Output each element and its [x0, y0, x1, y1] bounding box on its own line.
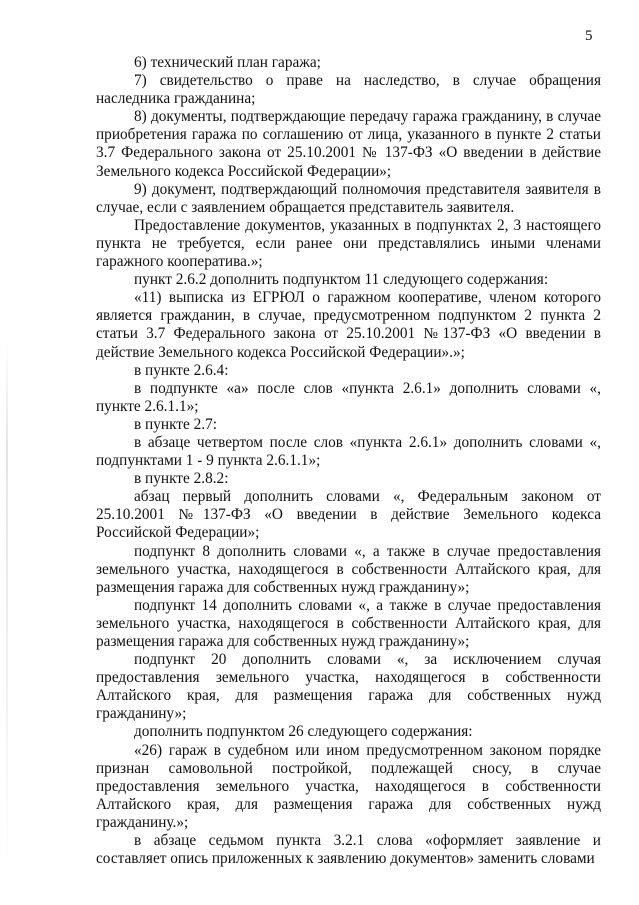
paragraph: 7) свидетельство о праве на наследство, в случае обращения наследника гражданина;: [96, 72, 601, 108]
paragraph: подпункт 8 дополнить словами «, а также в случае предоставления земельного участка, находящегося в собственности Алтайского края, для размещения гаража для собственных нужд гражданину»;: [96, 542, 601, 596]
scan-edge-shadow: [6, 340, 8, 880]
paragraph: Предоставление документов, указанных в подпунктах 2, 3 настоящего пункта не требуется, если ранее они представлялись иными членами гаражного кооператива.»;: [96, 216, 601, 271]
paragraph: пункт 2.6.2 дополнить подпунктом 11 следующего содержания:: [134, 271, 549, 289]
paragraph: подпункт 20 дополнить словами «, за исключением случая предоставления земельного участка, находящегося в собственности Алтайского края, для размещения гаража для собственных нужд гражданину»;: [96, 651, 601, 723]
paragraph: в абзаце седьмом пункта 3.2.1 слова «оформляет заявление и составляет опись приложенных к заявлению документов» заменить словами: [96, 832, 601, 868]
paragraph: 9) документ, подтверждающий полномочия представителя заявителя в случае, если с заявлением обращается представитель заявителя.: [96, 180, 601, 216]
paragraph: в подпункте «а» после слов «пункта 2.6.1» дополнить словами «, пункте 2.6.1.1»;: [96, 379, 601, 415]
paragraph: «26) гараж в судебном или ином предусмотренном законом порядке признан самовольной постройкой, подлежащей сносу, в случае предоставления земельного участка, находящегося в собственности Алтайского края, для размещения гаража для собственных нужд гражданину.»;: [96, 741, 601, 831]
paragraph: в пункте 2.7:: [134, 415, 217, 433]
page-number: 5: [585, 28, 593, 44]
document-body: [96, 54, 601, 868]
paragraph: абзац первый дополнить словами «, Федеральным законом от 25.10.2001 №137-ФЗ «О введении в действие Земельного кодекса Российской Федерации»;: [96, 488, 601, 542]
paragraph: «11) выписка из ЕГРЮЛ о гаражном кооперативе, членом которого является гражданин, в случае, предусмотренном подпунктом 2 пункта 2 статьи 3.7 Федерального закона от 25.10.2001 №137-ФЗ «О введении в действие Земельного кодекса Российской Федерации».»;: [96, 289, 601, 361]
paragraph: 8) документы, подтверждающие передачу гаража гражданину, в случае приобретения гаража по соглашению от лица, указанного в пункте 2 статьи 3.7 Федерального закона от 25.10.2001 № 137-ФЗ «О введении в действие Земельного кодекса Российской Федерации»;: [96, 108, 601, 180]
paragraph: в абзаце четвертом после слов «пункта 2.6.1» дополнить словами «, подпунктами 1 - 9 пункта 2.6.1.1»;: [96, 433, 601, 470]
paragraph: дополнить подпунктом 26 следующего содержания:: [134, 723, 473, 741]
paragraph: 6) технический план гаража;: [134, 54, 321, 71]
paragraph: в пункте 2.8.2:: [134, 470, 229, 488]
paragraph: подпункт 14 дополнить словами «, а также в случае предоставления земельного участка, находящегося в собственности Алтайского края, для размещения гаража для собственных нужд гражданину»;: [96, 596, 601, 650]
paragraph: в пункте 2.6.4:: [134, 361, 229, 379]
